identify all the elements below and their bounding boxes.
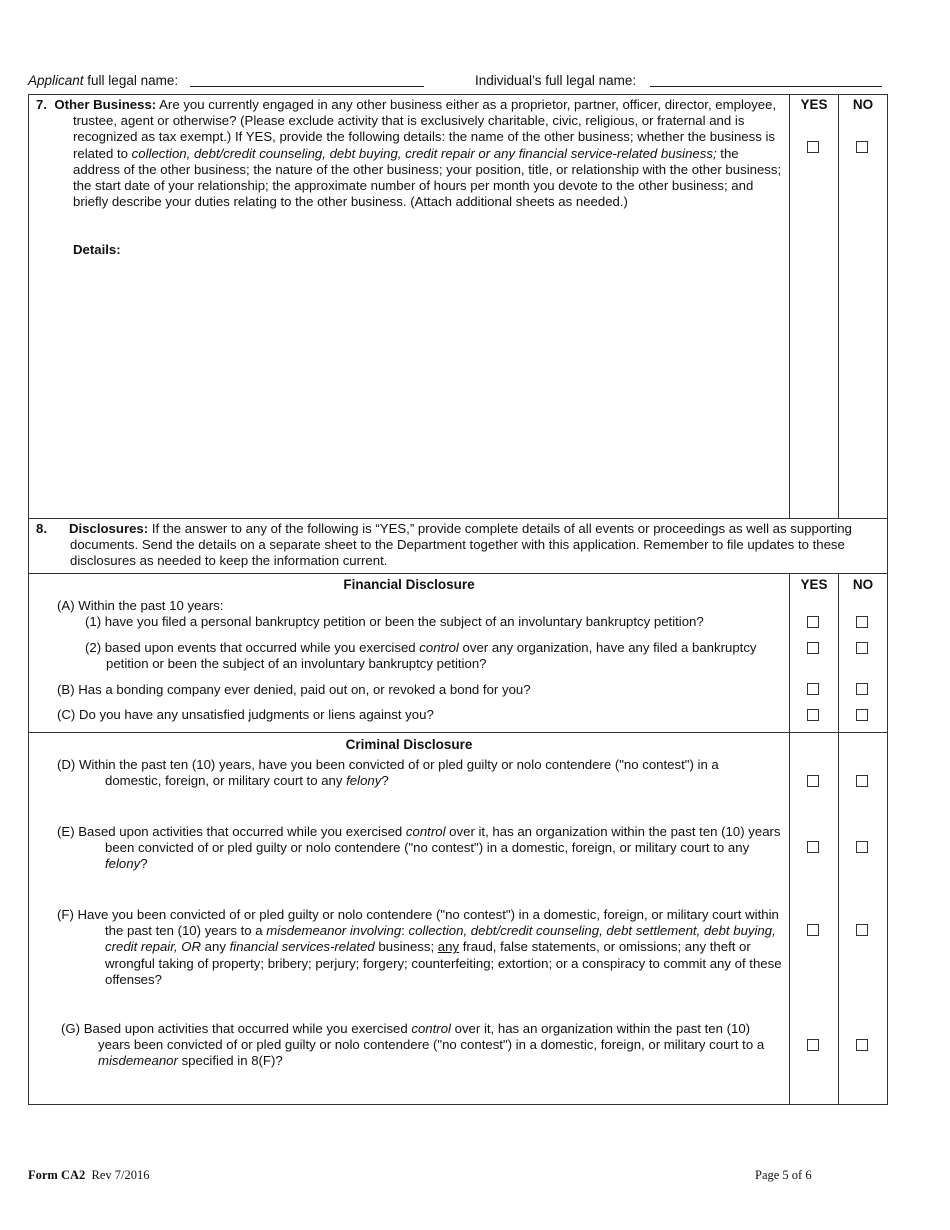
form-id — [28, 1168, 150, 1183]
e-italic: control — [405, 824, 446, 839]
d-no-checkbox[interactable] — [856, 775, 868, 787]
a2-no-checkbox[interactable] — [856, 642, 868, 654]
fin-yes-header: YES — [800, 577, 828, 592]
e-no-checkbox[interactable] — [856, 841, 868, 853]
question-f — [57, 907, 785, 988]
question-d — [57, 757, 777, 789]
f-pre: (F) Have you been convicted of or pled guilty or nolo contendere ("no contest") in a domestic, foreign, or military court within the past ten (10) years to a — [57, 907, 779, 939]
q8-disclosures — [36, 521, 884, 570]
f-any: any — [201, 939, 230, 955]
page-number: Page 5 of 6 — [755, 1168, 812, 1182]
e-mid: over it, has an organization within the past ten (10) years been convicted of or pled guilty or nolo contendere ("no contest") in a domestic, foreign, or military court to any — [105, 824, 781, 856]
c-yes-checkbox[interactable] — [807, 709, 819, 721]
g-post: specified in 8(F)? — [177, 1053, 283, 1069]
q7-no-checkbox[interactable] — [856, 141, 868, 153]
form-name: Form CA2 — [28, 1168, 86, 1182]
q7-title: Other Business: — [54, 97, 157, 112]
e-yes-checkbox[interactable] — [807, 841, 819, 853]
f-post: fraud, false statements, or omissions; any theft or wrongful taking of property; bribery; perjury; forgery; counterfeiting; extortion; or a conspiracy to commit any of these offenses? — [105, 939, 782, 987]
b-yes-checkbox[interactable] — [807, 683, 819, 695]
f-italic3: financial services-related — [229, 939, 375, 955]
d-yes-checkbox[interactable] — [807, 775, 819, 787]
a2-pre: (2) based upon events that occurred while you exercised — [85, 640, 420, 655]
e-italic2: felony — [105, 856, 141, 872]
question-a1: (1) have you filed a personal bankruptcy petition or been the subject of an involuntary bankruptcy petition? — [85, 614, 704, 629]
e-post: ? — [140, 856, 148, 872]
c-no-checkbox[interactable] — [856, 709, 868, 721]
q8-text: If the answer to any of the following is “YES,” provide complete details of all events or proceedings as well as supporting documents. Send the details on a separate sheet to the Department together with this application. Remember to file updates to these disclosures as needed to keep the information current. — [70, 521, 852, 569]
d-pre: (D) Within the past ten (10) years, have you been convicted of or pled guilty or nolo contendere ("no contest") in a domestic, foreign, or military court to any — [57, 757, 719, 789]
d-italic: felony — [346, 773, 382, 789]
q7-yes-checkbox[interactable] — [807, 141, 819, 153]
criminal-disclosure-title: Criminal Disclosure — [345, 737, 473, 752]
e-pre: (E) Based upon activities that occurred while you exercised — [57, 824, 406, 839]
g-italic2: misdemeanor — [98, 1053, 178, 1069]
g-no-checkbox[interactable] — [856, 1039, 868, 1051]
q7-question — [36, 97, 786, 210]
a1-yes-checkbox[interactable] — [807, 616, 819, 628]
financial-disclosure-title: Financial Disclosure — [343, 577, 475, 592]
g-yes-checkbox[interactable] — [807, 1039, 819, 1051]
q7-details-area[interactable] — [73, 262, 783, 512]
a1-no-checkbox[interactable] — [856, 616, 868, 628]
q8-number: 8. — [36, 521, 47, 536]
f-no-checkbox[interactable] — [856, 924, 868, 936]
q7-text1: Are you currently engaged in any other business either as a proprietor, partner, officer, director, employee, trustee, agent or otherwise? (Please exclude activity that is exclusively charitable, civic, religious, or fraternal and is recognized as tax exempt.) If YES, provide the following details: the name of the other business; whether the business is related to — [73, 97, 777, 161]
f-colon: : — [401, 923, 409, 939]
question-b: (B) Has a bonding company ever denied, paid out on, or revoked a bond for you? — [57, 682, 531, 697]
question-g — [61, 1021, 775, 1070]
d-post: ? — [381, 773, 389, 789]
question-a-intro: (A) Within the past 10 years: — [57, 598, 224, 613]
q7-number: 7. — [36, 97, 47, 112]
q7-no-header: NO — [852, 97, 874, 112]
q7-text-italic: collection, debt/credit counseling, debt buying, credit repair or any financial service-related business; — [131, 145, 717, 161]
a2-yes-checkbox[interactable] — [807, 642, 819, 654]
f-underline: any — [437, 939, 460, 955]
applicant-name-label — [28, 73, 178, 88]
question-a2 — [85, 640, 775, 672]
applicant-label-rest: full legal name: — [83, 73, 179, 88]
a2-post: over any organization, have any filed a bankruptcy petition or been the subject of an involuntary bankruptcy petition? — [106, 640, 757, 672]
g-pre: (G) Based upon activities that occurred while you exercised — [61, 1021, 412, 1036]
form-revision: Rev 7/2016 — [85, 1168, 150, 1182]
question-c: (C) Do you have any unsatisfied judgments or liens against you? — [57, 707, 434, 722]
g-italic: control — [411, 1021, 451, 1036]
f-yes-checkbox[interactable] — [807, 924, 819, 936]
individual-name-field[interactable] — [650, 86, 882, 87]
g-mid: over it, has an organization within the past ten (10) years been convicted of or pled guilty or nolo contendere ("no contest") in a domestic, foreign, or military court to a — [98, 1021, 765, 1053]
a2-italic: control — [419, 640, 459, 655]
q7-details-label: Details: — [73, 242, 121, 257]
applicant-italic: Applicant — [28, 73, 84, 88]
q8-title: Disclosures: — [68, 521, 149, 536]
f-italic2: collection, debt/credit counseling, debt settlement, debt buying, credit repair, OR — [105, 923, 776, 955]
q7-yes-header: YES — [800, 97, 828, 112]
question-e — [57, 824, 781, 873]
b-no-checkbox[interactable] — [856, 683, 868, 695]
fin-no-header: NO — [852, 577, 874, 592]
f-italic1: misdemeanor involving — [266, 923, 402, 939]
q7-text2: the address of the other business; the nature of the other business; your position, title, or relationship with the other business; the start date of your relationship; the approximate number of hours per month you devote to the other business; and briefly describe your duties relating to the other business. (Attach additional sheets as needed.) — [73, 145, 782, 210]
f-mid: business; — [374, 939, 438, 955]
applicant-name-field[interactable] — [190, 86, 424, 87]
individual-name-label: Individual’s full legal name: — [475, 73, 637, 88]
